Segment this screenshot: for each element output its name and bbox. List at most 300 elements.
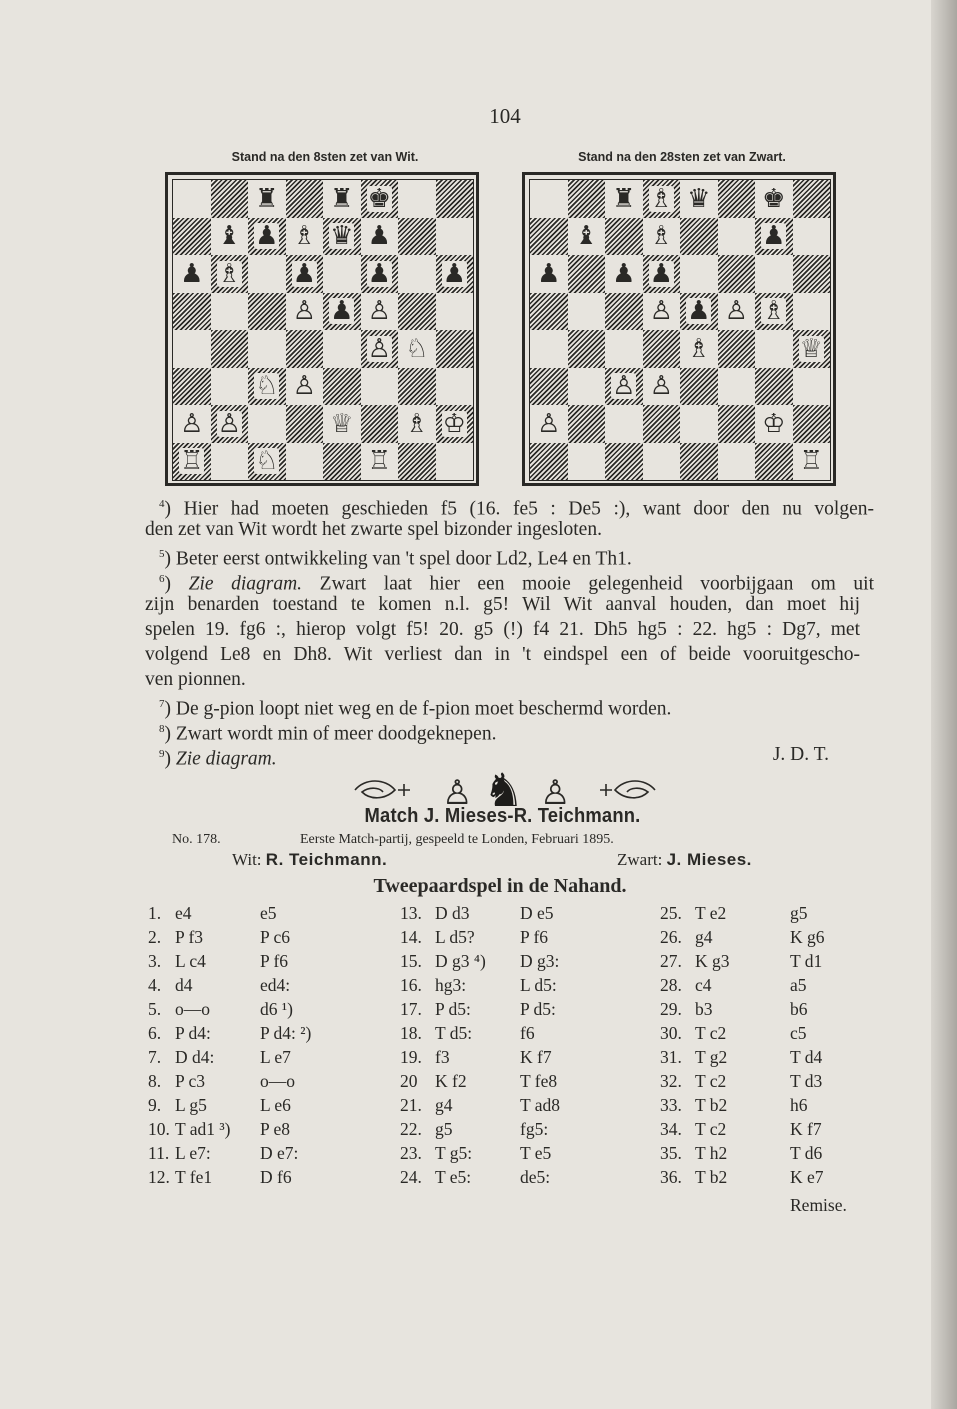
- chess-piece-icon: ♛: [330, 221, 354, 252]
- board-square: [173, 218, 211, 256]
- move-num: 18.: [400, 1023, 422, 1043]
- board-square: [361, 218, 399, 256]
- move-white: hg3:: [435, 975, 467, 995]
- move-black: P d4: ²): [260, 1023, 312, 1043]
- move-num: 1.: [148, 903, 162, 923]
- board-square: [568, 293, 606, 331]
- board-square: [793, 293, 831, 331]
- move-black: L e6: [260, 1095, 291, 1115]
- board-square: [436, 255, 474, 293]
- board-square: [680, 443, 718, 481]
- game-subtitle: Eerste Match-partij, gespeeld te Londen, Februari 1895.: [300, 832, 614, 847]
- move-num: 7.: [148, 1047, 162, 1067]
- board-square: [323, 255, 361, 293]
- board-square: [793, 330, 831, 368]
- board-square: [755, 405, 793, 443]
- board-square: [248, 218, 286, 256]
- board-square: [680, 255, 718, 293]
- board-square: [211, 330, 249, 368]
- chess-piece-icon: ♟: [367, 258, 391, 289]
- opening-name: Tweepaardspel in de Nahand.: [373, 875, 627, 897]
- note-number: 5: [159, 548, 165, 560]
- move-black: D e5: [520, 903, 554, 923]
- chess-piece-icon: ♕: [330, 408, 354, 439]
- board-square: [643, 368, 681, 406]
- move-black: f6: [520, 1023, 535, 1043]
- board-square: [568, 443, 606, 481]
- board-square: [436, 368, 474, 406]
- move-white: T h2: [695, 1143, 728, 1163]
- board-square: [211, 218, 249, 256]
- move-black: P c6: [260, 927, 290, 947]
- move-black: K f7: [790, 1119, 822, 1139]
- board-square: [398, 405, 436, 443]
- board-square: [568, 405, 606, 443]
- match-title: Match J. Mieses-R. Teichmann.: [364, 805, 641, 827]
- chess-piece-icon: ♟: [367, 221, 391, 252]
- move-black: fg5:: [520, 1119, 549, 1139]
- board-square: [323, 293, 361, 331]
- board-square: [605, 330, 643, 368]
- chess-piece-icon: ♟: [762, 221, 786, 252]
- board-square: [286, 293, 324, 331]
- chess-piece-icon: ♙: [217, 408, 241, 439]
- chess-piece-icon: ♚: [762, 183, 786, 214]
- board-square: [643, 405, 681, 443]
- move-white: D g3 ⁴): [435, 951, 486, 971]
- board-square: [680, 218, 718, 256]
- board-square: [211, 255, 249, 293]
- board-square: [398, 180, 436, 218]
- board-square: [248, 405, 286, 443]
- move-white: T fe1: [175, 1167, 213, 1187]
- move-white: T g5:: [435, 1143, 473, 1163]
- move-white: D d4:: [175, 1047, 215, 1067]
- board-square: [248, 368, 286, 406]
- chess-piece-icon: ♙: [367, 333, 391, 364]
- board-square: [398, 218, 436, 256]
- chess-piece-icon: ♗: [292, 221, 316, 252]
- board-square: [530, 330, 568, 368]
- board-square: [211, 368, 249, 406]
- svg-text:♙: ♙: [442, 773, 473, 810]
- board-square: [793, 218, 831, 256]
- chess-piece-icon: ♗: [687, 333, 711, 364]
- board-square: [436, 405, 474, 443]
- move-white: g4: [435, 1095, 453, 1115]
- board-square: [755, 180, 793, 218]
- board-square: [793, 443, 831, 481]
- note-6-line-2: zijn benarden toestand te komen n.l. g5! Wil Wit aanval houden, dan moet hij: [145, 594, 860, 615]
- chess-piece-icon: ♛: [687, 183, 711, 214]
- board-square: [718, 368, 756, 406]
- move-num: 27.: [660, 951, 682, 971]
- board-square: [793, 405, 831, 443]
- board-square: [436, 330, 474, 368]
- board-square: [718, 218, 756, 256]
- move-black: g5: [790, 903, 808, 923]
- move-white: P f3: [175, 927, 204, 947]
- chess-piece-icon: ♙: [292, 371, 316, 402]
- chess-piece-icon: ♟: [292, 258, 316, 289]
- board-square: [643, 443, 681, 481]
- board-square: [680, 405, 718, 443]
- move-white: P d4:: [175, 1023, 211, 1043]
- move-white: T b2: [695, 1095, 728, 1115]
- board-square: [248, 330, 286, 368]
- move-white: T d5:: [435, 1023, 473, 1043]
- board-square: [718, 293, 756, 331]
- board-square: [323, 180, 361, 218]
- move-num: 31.: [660, 1047, 682, 1067]
- move-black: T fe8: [520, 1071, 558, 1091]
- note-6-line-3: spelen 19. fg6 :, hierop volgt f5! 20. g5 (!) f4 21. Dh5 hg5 : 22. hg5 : Dg7, met: [145, 619, 860, 640]
- chess-piece-icon: ♗: [762, 296, 786, 327]
- page-number: 104: [489, 104, 521, 128]
- note-number: 6: [159, 573, 165, 585]
- board-square: [568, 218, 606, 256]
- move-black: T e5: [520, 1143, 552, 1163]
- move-black: L d5:: [520, 975, 557, 995]
- move-num: 19.: [400, 1047, 422, 1067]
- move-black: P d5:: [520, 999, 556, 1019]
- move-white: L e7:: [175, 1143, 211, 1163]
- board-square: [211, 443, 249, 481]
- move-white: c4: [695, 975, 712, 995]
- chess-piece-icon: ♟: [537, 258, 561, 289]
- move-num: 8.: [148, 1071, 162, 1091]
- note-4-line-2: den zet van Wit wordt het zwarte spel bizonder ingesloten.: [145, 519, 602, 540]
- black-player: Zwart: J. Mieses.: [617, 850, 752, 869]
- chess-piece-icon: ♜: [330, 183, 354, 214]
- move-num: 24.: [400, 1167, 422, 1187]
- note-5: $^5$) Beter eerst ontwikkeling van 't spel door Ld2, Le4 en Th1.: [159, 548, 632, 570]
- chess-piece-icon: ♗: [405, 408, 429, 439]
- board-square: [530, 443, 568, 481]
- board-square: [755, 293, 793, 331]
- move-num: 26.: [660, 927, 682, 947]
- board-square: [248, 255, 286, 293]
- board-square: [605, 255, 643, 293]
- board-square: [173, 330, 211, 368]
- board-square: [173, 255, 211, 293]
- board-square: [530, 180, 568, 218]
- chess-piece-icon: ♟: [649, 258, 673, 289]
- move-black: P e8: [260, 1119, 290, 1139]
- move-num: 14.: [400, 927, 422, 947]
- board-square: [755, 218, 793, 256]
- board-square: [643, 180, 681, 218]
- chess-piece-icon: ♟: [255, 221, 279, 252]
- board-square: [398, 255, 436, 293]
- board-square: [605, 180, 643, 218]
- chess-piece-icon: ♗: [649, 183, 673, 214]
- board-square: [436, 293, 474, 331]
- chess-piece-icon: ♝: [217, 221, 241, 252]
- chess-piece-icon: ♖: [799, 446, 823, 477]
- move-white: K g3: [695, 951, 730, 971]
- ornament-divider-icon: [350, 770, 660, 810]
- move-white: d4: [175, 975, 193, 995]
- board-square: [211, 180, 249, 218]
- board-square: [718, 255, 756, 293]
- board-square: [436, 180, 474, 218]
- board-square: [361, 330, 399, 368]
- note-number: 4: [159, 498, 165, 510]
- board-square: [323, 443, 361, 481]
- move-white: f3: [435, 1047, 450, 1067]
- move-white: T c2: [695, 1071, 727, 1091]
- board-square: [361, 405, 399, 443]
- move-num: 25.: [660, 903, 682, 923]
- note-8: $^8$) Zwart wordt min of meer doodgeknepen.: [159, 723, 497, 745]
- board-square: [361, 293, 399, 331]
- move-white: T c2: [695, 1119, 727, 1139]
- board-square: [605, 293, 643, 331]
- chess-piece-icon: ♙: [649, 371, 673, 402]
- chess-piece-icon: ♟: [612, 258, 636, 289]
- move-black: K g6: [790, 927, 825, 947]
- move-white: g5: [435, 1119, 453, 1139]
- move-black: c5: [790, 1023, 807, 1043]
- game-result: Remise.: [790, 1195, 847, 1215]
- move-black: b6: [790, 999, 808, 1019]
- white-player: Wit: R. Teichmann.: [232, 850, 388, 869]
- move-num: 34.: [660, 1119, 682, 1139]
- move-black: D e7:: [260, 1143, 299, 1163]
- move-num: 22.: [400, 1119, 422, 1139]
- board-square: [605, 368, 643, 406]
- move-white: T c2: [695, 1023, 727, 1043]
- board-square: [323, 368, 361, 406]
- board-square: [323, 218, 361, 256]
- move-num: 17.: [400, 999, 422, 1019]
- board-square: [680, 330, 718, 368]
- board-square: [643, 255, 681, 293]
- move-black: d6 ¹): [260, 999, 293, 1019]
- board-square: [248, 443, 286, 481]
- move-num: 28.: [660, 975, 682, 995]
- chess-piece-icon: ♟: [330, 296, 354, 327]
- move-num: 2.: [148, 927, 162, 947]
- move-white: T e5:: [435, 1167, 472, 1187]
- chess-piece-icon: ♗: [649, 221, 673, 252]
- move-num: 16.: [400, 975, 422, 995]
- chess-piece-icon: ♘: [405, 333, 429, 364]
- chess-piece-icon: ♔: [762, 408, 786, 439]
- move-num: 12.: [148, 1167, 170, 1187]
- move-white: L c4: [175, 951, 206, 971]
- move-num: 11.: [148, 1143, 170, 1163]
- board-square: [361, 368, 399, 406]
- move-num: 35.: [660, 1143, 682, 1163]
- move-black: D f6: [260, 1167, 292, 1187]
- board-grid: [172, 179, 474, 481]
- chess-diagram-1: [165, 172, 479, 486]
- move-white: K f2: [435, 1071, 467, 1091]
- board-square: [361, 255, 399, 293]
- move-num: 33.: [660, 1095, 682, 1115]
- move-black: T ad8: [520, 1095, 561, 1115]
- board-square: [680, 293, 718, 331]
- board-square: [173, 180, 211, 218]
- board-square: [530, 218, 568, 256]
- board-square: [793, 255, 831, 293]
- chess-piece-icon: ♘: [255, 371, 279, 402]
- board-square: [248, 180, 286, 218]
- board-square: [173, 405, 211, 443]
- board-square: [643, 330, 681, 368]
- board-square: [680, 368, 718, 406]
- board-square: [530, 293, 568, 331]
- move-num: 3.: [148, 951, 162, 971]
- board-square: [286, 405, 324, 443]
- board-square: [173, 293, 211, 331]
- move-num: 21.: [400, 1095, 422, 1115]
- note-6-line-1: $^6$) Zie diagram. Zwart laat hier een mooie gelegenheid voorbijgaan om uit: [159, 573, 875, 595]
- board-square: [718, 405, 756, 443]
- board-square: [436, 218, 474, 256]
- note-4-line-1: $^4$) Hier had moeten geschieden f5 (16. fe5 : De5 :), want door den nu volgen-: [159, 498, 874, 520]
- board-square: [643, 293, 681, 331]
- move-black: T d6: [790, 1143, 823, 1163]
- move-num: 32.: [660, 1071, 682, 1091]
- move-black: ed4:: [260, 975, 291, 995]
- chess-piece-icon: ♙: [649, 296, 673, 327]
- board-square: [718, 180, 756, 218]
- move-num: 4.: [148, 975, 162, 995]
- board-square: [211, 293, 249, 331]
- board-square: [211, 405, 249, 443]
- move-white: T e2: [695, 903, 727, 923]
- move-black: de5:: [520, 1167, 551, 1187]
- board-square: [361, 180, 399, 218]
- board-square: [286, 443, 324, 481]
- chess-piece-icon: ♔: [442, 408, 466, 439]
- note-6-line-5: ven pionnen.: [145, 669, 246, 690]
- move-black: e5: [260, 903, 277, 923]
- board-grid: [529, 179, 831, 481]
- board-square: [286, 330, 324, 368]
- board-square: [605, 218, 643, 256]
- move-black: K e7: [790, 1167, 824, 1187]
- board-square: [398, 368, 436, 406]
- board-square: [568, 180, 606, 218]
- signature: J. D. T.: [772, 744, 829, 765]
- board-square: [793, 180, 831, 218]
- move-white: L g5: [175, 1095, 207, 1115]
- board-square: [755, 330, 793, 368]
- chess-piece-icon: ♜: [255, 183, 279, 214]
- board-square: [398, 293, 436, 331]
- board-square: [436, 443, 474, 481]
- board-square: [286, 368, 324, 406]
- board-square: [323, 405, 361, 443]
- move-num: 23.: [400, 1143, 422, 1163]
- chess-piece-icon: ♟: [687, 296, 711, 327]
- move-num: 13.: [400, 903, 422, 923]
- move-black: o—o: [260, 1071, 295, 1091]
- move-black: K f7: [520, 1047, 552, 1067]
- chess-piece-icon: ♙: [180, 408, 204, 439]
- move-black: P f6: [260, 951, 289, 971]
- move-num: 5.: [148, 999, 162, 1019]
- board-square: [718, 330, 756, 368]
- board-square: [530, 405, 568, 443]
- move-num: 10.: [148, 1119, 170, 1139]
- board-square: [286, 180, 324, 218]
- move-white: L d5?: [435, 927, 475, 947]
- chess-piece-icon: ♗: [217, 258, 241, 289]
- note-number: 8: [159, 723, 165, 735]
- move-white: T b2: [695, 1167, 728, 1187]
- chess-piece-icon: ♖: [367, 446, 391, 477]
- move-num: 36.: [660, 1167, 682, 1187]
- move-black: T d1: [790, 951, 823, 971]
- move-num: 9.: [148, 1095, 162, 1115]
- chess-piece-icon: ♚: [367, 183, 391, 214]
- move-white: T g2: [695, 1047, 728, 1067]
- board-square: [530, 255, 568, 293]
- move-black: T d3: [790, 1071, 823, 1091]
- move-num: 30.: [660, 1023, 682, 1043]
- note-7: $^7$) De g-pion loopt niet weg en de f-pion moet beschermd worden.: [159, 698, 672, 720]
- board-square: [568, 368, 606, 406]
- move-black: D g3:: [520, 951, 560, 971]
- move-num: 29.: [660, 999, 682, 1019]
- board-square: [605, 405, 643, 443]
- chess-piece-icon: ♟: [180, 258, 204, 289]
- note-number: 7: [159, 698, 165, 710]
- move-white: T ad1 ³): [175, 1119, 231, 1139]
- board-square: [755, 368, 793, 406]
- move-black: T d4: [790, 1047, 823, 1067]
- board-square: [286, 218, 324, 256]
- svg-text:♞: ♞: [483, 770, 525, 810]
- board-square: [530, 368, 568, 406]
- chess-piece-icon: ♝: [574, 221, 598, 252]
- chess-diagram-2: [522, 172, 836, 486]
- board-square: [173, 368, 211, 406]
- move-num: 15.: [400, 951, 422, 971]
- move-num: 20: [400, 1071, 418, 1091]
- chess-piece-icon: ♟: [442, 258, 466, 289]
- note-number: 9: [159, 748, 165, 760]
- move-black: L e7: [260, 1047, 291, 1067]
- chess-piece-icon: ♙: [292, 296, 316, 327]
- move-white: o—o: [175, 999, 210, 1019]
- move-white: P d5:: [435, 999, 471, 1019]
- chess-piece-icon: ♘: [255, 446, 279, 477]
- board-square: [286, 255, 324, 293]
- move-black: P f6: [520, 927, 549, 947]
- move-list: [0, 903, 957, 1203]
- move-white: g4: [695, 927, 713, 947]
- move-white: b3: [695, 999, 713, 1019]
- board-square: [793, 368, 831, 406]
- svg-text:♙: ♙: [540, 773, 571, 810]
- chess-piece-icon: ♖: [180, 446, 204, 477]
- note-6-line-4: volgend Le8 en Dh8. Wit verliest dan in 't eindspel een of beide vooruitgescho-: [145, 644, 860, 665]
- chess-piece-icon: ♙: [612, 371, 636, 402]
- board-square: [398, 443, 436, 481]
- board-square: [173, 443, 211, 481]
- board-square: [718, 443, 756, 481]
- move-white: P c3: [175, 1071, 205, 1091]
- board-square: [605, 443, 643, 481]
- board-square: [568, 330, 606, 368]
- chess-piece-icon: ♙: [724, 296, 748, 327]
